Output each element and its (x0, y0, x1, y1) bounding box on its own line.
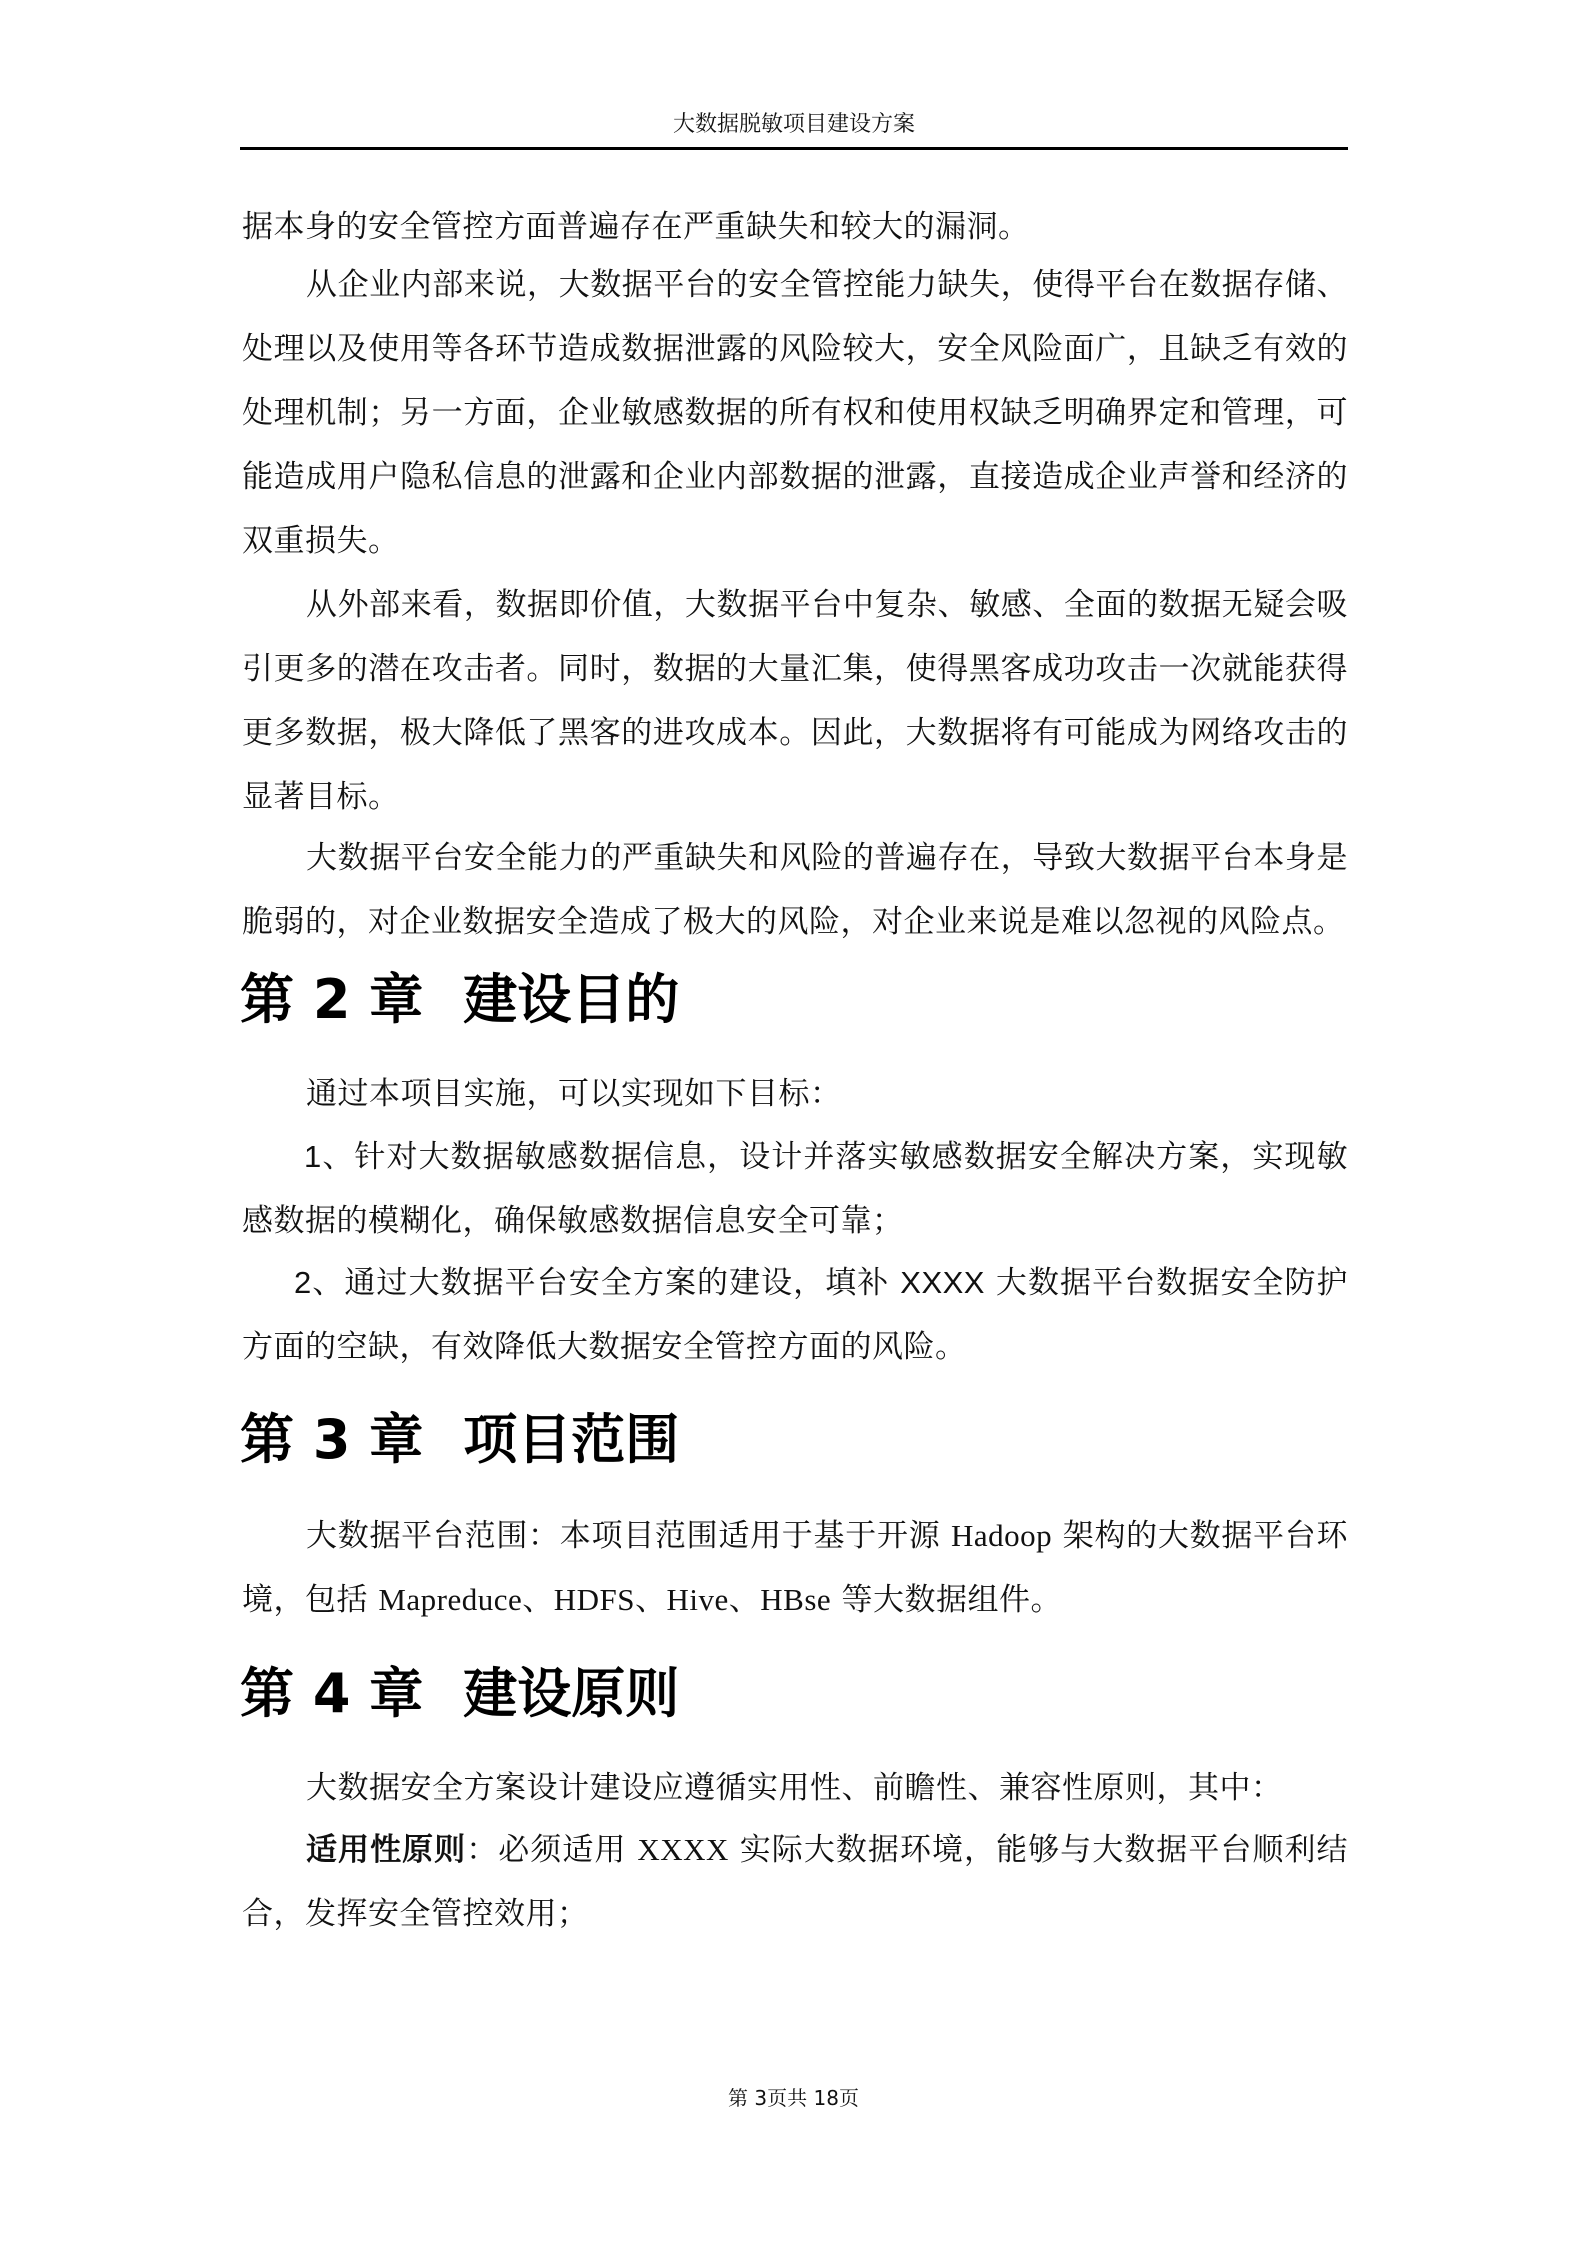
goal-item-2-number: 2 (294, 1265, 312, 1300)
chapter-prefix: 第 (240, 1662, 294, 1725)
goal-item-2-placeholder: XXXX (900, 1265, 985, 1300)
goal-item-2 (242, 1251, 1348, 1379)
scope-paragraph (242, 1504, 1348, 1632)
goal-item-1 (242, 1125, 1348, 1253)
principle-text-b: 实际大数据环境，能够与大数据平台顺利结合，发挥安全管控效用； (242, 1832, 1348, 1932)
paragraph-internal-risks: 从企业内部来说，大数据平台的安全管控能力缺失，使得平台在数据存储、处理以及使用等各环节造成数据泄露的风险较大，安全风险面广，且缺乏有效的处理机制；另一方面，企业敏感数据的所有权和使用权缺乏明确界定和管理，可能造成用户隐私信息的泄露和企业内部数据的泄露，直接造成企业声誉和经济的双重损失。 (242, 267, 1348, 559)
paragraph-continuation: 据本身的安全管控方面普遍存在严重缺失和较大的漏洞。 (242, 209, 1030, 245)
chapter-title: 项目范围 (463, 1408, 680, 1471)
principle-placeholder: XXXX (637, 1832, 729, 1867)
goals-intro: 通过本项目实施，可以实现如下目标： (306, 1076, 842, 1112)
page-footer (0, 2084, 1587, 2112)
paragraph-conclusion: 大数据平台安全能力的严重缺失和风险的普遍存在，导致大数据平台本身是脆弱的，对企业数据安全造成了极大的风险，对企业来说是难以忽视的风险点。 (242, 840, 1348, 940)
principle-colon: ： (466, 1832, 499, 1868)
goal-item-1-number: 1 (304, 1139, 322, 1174)
goal-item-2-text-a: 、通过大数据平台安全方案的建设，填补 (311, 1265, 901, 1301)
chapter-suffix: 章 (369, 1662, 424, 1725)
chapter-2-heading (240, 968, 679, 1032)
header-divider (240, 147, 1348, 150)
scope-components: Mapreduce、HDFS、Hive、HBse (378, 1582, 832, 1617)
chapter-suffix: 章 (369, 1408, 424, 1471)
footer-suffix: 页 (838, 2086, 859, 2110)
scope-text-c: 等大数据组件。 (831, 1582, 1063, 1618)
principle-applicability (242, 1818, 1348, 1946)
running-header-title: 大数据脱敏项目建设方案 (672, 112, 915, 137)
chapter-4-heading (240, 1662, 679, 1726)
principle-text-a: 必须适用 (498, 1832, 638, 1868)
chapter-number: 4 (312, 1662, 351, 1725)
footer-current-page: 3 (754, 2086, 768, 2110)
chapter-number: 2 (312, 968, 351, 1031)
chapter-number: 3 (312, 1408, 351, 1471)
footer-mid: 页共 (767, 2086, 814, 2110)
scope-text-b: 架构的大数据平台环境，包括 (242, 1518, 1348, 1618)
chapter-suffix: 章 (369, 968, 424, 1031)
chapter-title: 建设目的 (463, 968, 680, 1031)
principles-intro: 大数据安全方案设计建设应遵循实用性、前瞻性、兼容性原则，其中： (306, 1770, 1283, 1806)
scope-hadoop: Hadoop (951, 1518, 1053, 1553)
chapter-title: 建设原则 (463, 1662, 680, 1725)
footer-total-pages: 18 (813, 2086, 839, 2110)
footer-prefix: 第 (728, 2086, 755, 2110)
chapter-prefix: 第 (240, 1408, 294, 1471)
principle-label: 适用性原则 (306, 1832, 467, 1868)
chapter-3-heading (240, 1408, 679, 1472)
paragraph-external-risks: 从外部来看，数据即价值，大数据平台中复杂、敏感、全面的数据无疑会吸引更多的潜在攻击者。同时，数据的大量汇集，使得黑客成功攻击一次就能获得更多数据，极大降低了黑客的进攻成本。因此，大数据将有可能成为网络攻击的显著目标。 (242, 587, 1348, 815)
goal-item-2-text-b: 大数据平台数据安全防护方面的空缺，有效降低大数据安全管控方面的风险。 (242, 1265, 1348, 1365)
chapter-prefix: 第 (240, 968, 294, 1031)
scope-text-a: 大数据平台范围：本项目范围适用于基于开源 (306, 1518, 951, 1554)
goal-item-1-text: 、针对大数据敏感数据信息，设计并落实敏感数据安全解决方案，实现敏感数据的模糊化，确保敏感数据信息安全可靠； (242, 1139, 1348, 1239)
